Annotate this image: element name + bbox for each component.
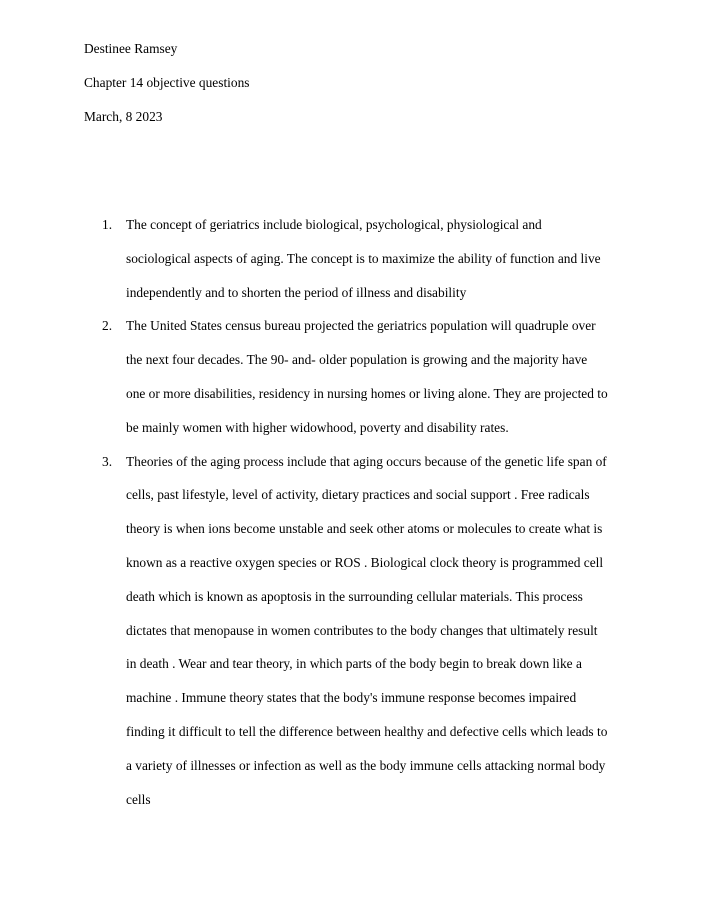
text-line: in death . Wear and tear theory, in which parts of the body begin to break down like a	[126, 656, 582, 672]
document-date: March, 8 2023	[84, 109, 163, 124]
text-line: independently and to shorten the period of illness and disability	[126, 284, 467, 300]
question-item-3	[84, 445, 644, 817]
text-line: cells, past lifestyle, level of activity, dietary practices and social support . Free radicals	[126, 487, 590, 503]
text-line: death which is known as apoptosis in the surrounding cellular materials. This process	[126, 588, 583, 604]
text-line: The United States census bureau projected the geriatrics population will quadruple over	[126, 318, 596, 334]
question-list	[84, 208, 644, 816]
course-title: Chapter 14 objective questions	[84, 75, 250, 90]
question-number: 1.	[102, 217, 113, 232]
text-line: Theories of the aging process include that aging occurs because of the genetic life span of	[126, 453, 607, 469]
question-number: 3.	[102, 453, 113, 469]
text-line: dictates that menopause in women contributes to the body changes that ultimately result	[126, 622, 598, 638]
question-number: 2.	[102, 318, 113, 334]
question-item-1	[84, 208, 644, 309]
text-line: known as a reactive oxygen species or ROS . Biological clock theory is programmed cell	[126, 554, 604, 570]
question-item-2	[84, 309, 644, 444]
text-line: sociological aspects of aging. The concept is to maximize the ability of function and live	[126, 250, 601, 266]
text-line: finding it difficult to tell the difference between healthy and defective cells which leads to	[126, 723, 608, 739]
text-line: one or more disabilities, residency in nursing homes or living alone. They are projected to	[126, 385, 608, 401]
question-text	[126, 445, 644, 817]
text-line: be mainly women with higher widowhood, poverty and disability rates.	[126, 419, 509, 435]
author-name: Destinee Ramsey	[84, 41, 178, 56]
text-line: cells	[126, 791, 151, 807]
text-line: machine . Immune theory states that the body's immune response becomes impaired	[126, 690, 577, 706]
text-line: a variety of illnesses or infection as well as the body immune cells attacking normal body	[126, 757, 606, 773]
question-text	[126, 208, 644, 309]
text-line: the next four decades. The 90- and- older population is growing and the majority have	[126, 352, 588, 368]
text-line: theory is when ions become unstable and seek other atoms or molecules to create what is	[126, 521, 603, 537]
question-text	[126, 309, 644, 444]
text-line: The concept of geriatrics include biological, psychological, physiological and	[126, 217, 542, 232]
